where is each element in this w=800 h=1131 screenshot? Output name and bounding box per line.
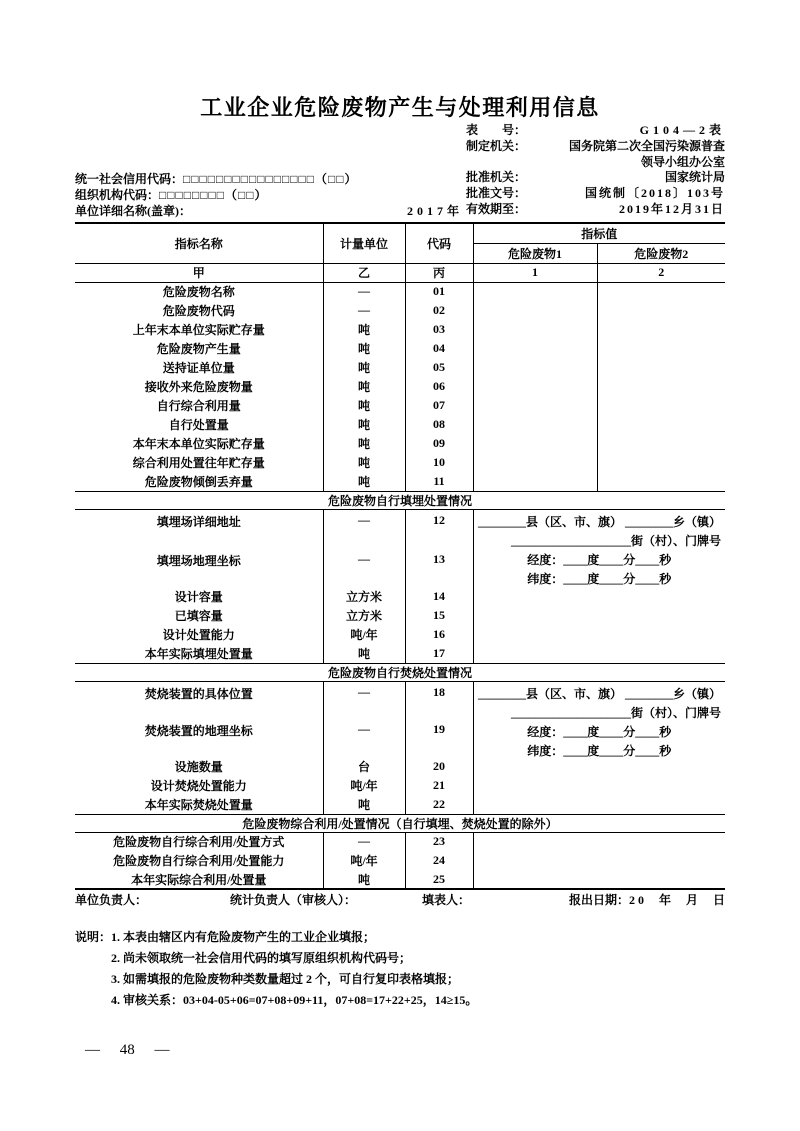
unit: 吨 [323, 453, 405, 472]
report-year: 2017年 [406, 204, 463, 218]
code: 02 [405, 301, 473, 320]
unit: 吨 [323, 320, 405, 339]
indicator-name: 本年实际焚烧处置量 [144, 797, 253, 812]
code: 14 [405, 587, 473, 606]
value-2 [597, 377, 725, 396]
header-waste-2: 危险废物2 [597, 243, 725, 263]
value-1 [473, 396, 597, 415]
meta-valid-until [466, 202, 725, 218]
code: 25 [405, 870, 473, 889]
indicator-name: 本年实际填埋处置量 [144, 646, 253, 661]
table-row [75, 832, 725, 851]
unit: 吨 [323, 870, 405, 889]
report-date-label: 报出日期：2 0 年 月 日 [568, 893, 725, 907]
value-1 [473, 453, 597, 472]
code: 10 [405, 453, 473, 472]
value-2 [597, 339, 725, 358]
form-meta-block [466, 123, 725, 218]
indicator-name: 焚烧装置的具体位置 [144, 686, 253, 701]
meta-label: 制定机关： [466, 138, 527, 153]
meta-form-number [466, 123, 725, 139]
table-row [75, 509, 725, 549]
unit-head-label: 单位负责人： [75, 893, 148, 907]
unit: 吨 [323, 396, 405, 415]
section-header-landfill [75, 491, 725, 509]
header-indicator-value: 指标值 [473, 223, 725, 243]
unit: 台 [323, 757, 405, 776]
indicator-name: 设计容量 [174, 590, 223, 604]
value-1 [473, 415, 597, 434]
meta-label: 表 号： [466, 123, 527, 137]
note-item: 4. 审核关系：03+04-05+06=07+08+09+11，07+08=17+22+25，14≥15。 [111, 993, 478, 1007]
col-key-yi: 乙 [323, 263, 405, 282]
unit: 吨 [323, 339, 405, 358]
notes-items [111, 927, 477, 1011]
table-row [75, 377, 725, 396]
longitude-line: 经度：____度____分____秒 [527, 552, 672, 567]
code: 19 [405, 719, 473, 757]
indicator-name: 焚烧装置的地理坐标 [144, 724, 253, 738]
landfill-address-template [473, 509, 725, 663]
form-filler-label: 填表人： [422, 893, 471, 907]
meta-value: 国统制〔2018〕103号 [584, 186, 725, 201]
section-header-utilization [75, 814, 725, 832]
table-row [75, 415, 725, 434]
signature-row [75, 891, 725, 909]
indicator-name: 危险废物倾倒丢弃量 [144, 474, 253, 489]
code: 16 [405, 625, 473, 644]
unit: — [323, 719, 405, 757]
address-line-street: ____________________街（村）、门牌号 [511, 705, 722, 720]
unit: 吨 [323, 358, 405, 377]
code: 21 [405, 776, 473, 795]
value-2 [597, 396, 725, 415]
value-1 [473, 434, 597, 453]
address-line-county: ________县（区、市、旗） ________乡（镇） [478, 686, 722, 701]
unit: 吨/年 [323, 776, 405, 795]
unit: — [323, 282, 405, 301]
code: 20 [405, 757, 473, 776]
indicator-name: 综合利用处置往年贮存量 [132, 456, 265, 470]
code: 05 [405, 358, 473, 377]
unit: 吨/年 [323, 851, 405, 870]
credit-code-boxes: □□□□□□□□□□□□□□□□（□□） [183, 172, 358, 186]
indicator-name: 危险废物自行综合利用/处置能力 [113, 854, 285, 868]
code: 01 [405, 282, 473, 301]
org-code-label: 组织机构代码： [75, 188, 160, 202]
meta-label: 有效期至： [466, 201, 527, 216]
unit: 吨 [323, 644, 405, 663]
table-row [75, 434, 725, 453]
unit: 立方米 [323, 587, 405, 606]
code: 06 [405, 377, 473, 396]
notes-label: 说明： [75, 930, 112, 944]
section-title: 危险废物综合利用/处置情况（自行填埋、焚烧处置的除外） [75, 814, 725, 832]
meta-value: 国家统计局 [664, 170, 725, 185]
org-code-boxes: □□□□□□□□（□□） [159, 188, 268, 202]
value-2 [597, 282, 725, 301]
code: 22 [405, 795, 473, 814]
table-row [75, 681, 725, 719]
col-key-2: 2 [597, 263, 725, 282]
header-unit: 计量单位 [323, 223, 405, 263]
meta-label: 批准机关： [466, 170, 527, 185]
table-row [75, 301, 725, 320]
indicator-name: 设计处置能力 [162, 628, 235, 642]
indicator-name: 上年末本单位实际贮存量 [132, 323, 265, 337]
indicator-name: 设施数量 [174, 760, 223, 774]
table-row [75, 282, 725, 301]
table-row [75, 453, 725, 472]
indicator-name: 危险废物自行综合利用/处置方式 [113, 835, 285, 850]
address-line-street: ____________________街（村）、门牌号 [511, 533, 722, 548]
value-1 [473, 282, 597, 301]
unit: 吨 [323, 434, 405, 453]
meta-value: G104—2表 [639, 123, 725, 137]
indicator-name: 接收外来危险废物量 [144, 380, 253, 394]
indicator-name: 危险废物产生量 [156, 342, 241, 356]
code: 11 [405, 472, 473, 491]
value-1 [473, 339, 597, 358]
section-title: 危险废物自行填埋处置情况 [75, 491, 725, 509]
table-row [75, 472, 725, 491]
value-1 [473, 358, 597, 377]
credit-code-line [75, 171, 463, 187]
unit: — [323, 549, 405, 587]
meta-label: 批准文号： [466, 186, 527, 201]
section-title: 危险废物自行焚烧处置情况 [75, 663, 725, 681]
section-header-incineration [75, 663, 725, 681]
code: 12 [405, 509, 473, 549]
stats-head-label: 统计负责人（审核人）： [230, 893, 357, 907]
code: 09 [405, 434, 473, 453]
unit: — [323, 681, 405, 719]
col-key-jia: 甲 [75, 263, 323, 282]
unit-name-label: 单位详细名称(盖章)： [75, 204, 191, 218]
code: 04 [405, 339, 473, 358]
incinerator-address-template [473, 681, 725, 814]
latitude-line: 纬度：____度____分____秒 [527, 571, 672, 586]
indicator-name: 本年实际综合利用/处置量 [131, 872, 267, 887]
page-title: 工业企业危险废物产生与处理利用信息 [200, 95, 600, 120]
meta-issuing-agency [466, 139, 725, 155]
value-2 [597, 320, 725, 339]
table-row [75, 339, 725, 358]
code: 13 [405, 549, 473, 587]
value-1 [473, 377, 597, 396]
unit: — [323, 301, 405, 320]
column-key-row [75, 263, 725, 282]
meta-value: 2019年12月31日 [618, 201, 725, 216]
indicator-name: 危险废物名称 [162, 285, 235, 300]
meta-value: 领导小组办公室 [640, 154, 725, 169]
unit: 吨 [323, 795, 405, 814]
note-item: 2. 尚未领取统一社会信用代码的填写原组织机构代码号； [111, 951, 412, 965]
code: 17 [405, 644, 473, 663]
value-2 [597, 358, 725, 377]
indicator-name: 自行处置量 [168, 418, 229, 432]
value-1 [473, 301, 597, 320]
col-key-bing: 丙 [405, 263, 473, 282]
indicator-name: 已填容量 [174, 609, 223, 623]
header-indicator-name: 指标名称 [75, 223, 323, 263]
unit: — [323, 509, 405, 549]
unit: 吨 [323, 415, 405, 434]
note-item: 3. 如需填报的危险废物种类数量超过 2 个，可自行复印表格填报； [111, 972, 460, 986]
header-waste-1: 危险废物1 [473, 243, 597, 263]
unit: 吨 [323, 377, 405, 396]
value-1 [473, 320, 597, 339]
value-2 [597, 453, 725, 472]
note-item: 1. 本表由辖区内有危险废物产生的工业企业填报； [111, 930, 376, 944]
value-2 [597, 434, 725, 453]
credit-code-label: 统一社会信用代码： [75, 172, 184, 186]
indicator-name: 填埋场详细地址 [156, 514, 241, 529]
indicator-name: 危险废物代码 [162, 304, 235, 318]
indicator-table [75, 222, 725, 890]
meta-approving-agency [466, 170, 725, 186]
table-row [75, 320, 725, 339]
indicator-name: 自行综合利用量 [156, 399, 241, 413]
address-line-county: ________县（区、市、旗） ________乡（镇） [478, 514, 722, 529]
value-2 [597, 415, 725, 434]
unit: 吨/年 [323, 625, 405, 644]
code: 07 [405, 396, 473, 415]
table-header-row [75, 223, 725, 243]
value-merged [473, 832, 725, 889]
unit-name-line [75, 203, 463, 219]
table-row [75, 396, 725, 415]
unit: 吨 [323, 472, 405, 491]
value-1 [473, 472, 597, 491]
unit: 立方米 [323, 606, 405, 625]
unit: — [323, 832, 405, 851]
org-code-line [75, 187, 463, 203]
col-key-1: 1 [473, 263, 597, 282]
value-2 [597, 472, 725, 491]
code: 23 [405, 832, 473, 851]
unit-info-block [75, 171, 463, 219]
meta-issuing-agency-line2 [466, 155, 725, 171]
meta-value: 国务院第二次全国污染源普查 [568, 138, 725, 153]
code: 15 [405, 606, 473, 625]
indicator-name: 送持证单位量 [162, 361, 235, 375]
indicator-name: 设计焚烧处置能力 [150, 779, 247, 793]
page-number: — 48 — [85, 1042, 170, 1058]
code: 24 [405, 851, 473, 870]
meta-approval-number [466, 186, 725, 202]
table-row [75, 358, 725, 377]
notes-block [75, 927, 477, 1011]
indicator-name: 填埋场地理坐标 [156, 554, 241, 568]
value-2 [597, 301, 725, 320]
longitude-line: 经度：____度____分____秒 [527, 724, 672, 739]
latitude-line: 纬度：____度____分____秒 [527, 743, 672, 758]
code: 03 [405, 320, 473, 339]
code: 18 [405, 681, 473, 719]
code: 08 [405, 415, 473, 434]
header-code: 代码 [405, 223, 473, 263]
indicator-name: 本年末本单位实际贮存量 [132, 437, 265, 451]
